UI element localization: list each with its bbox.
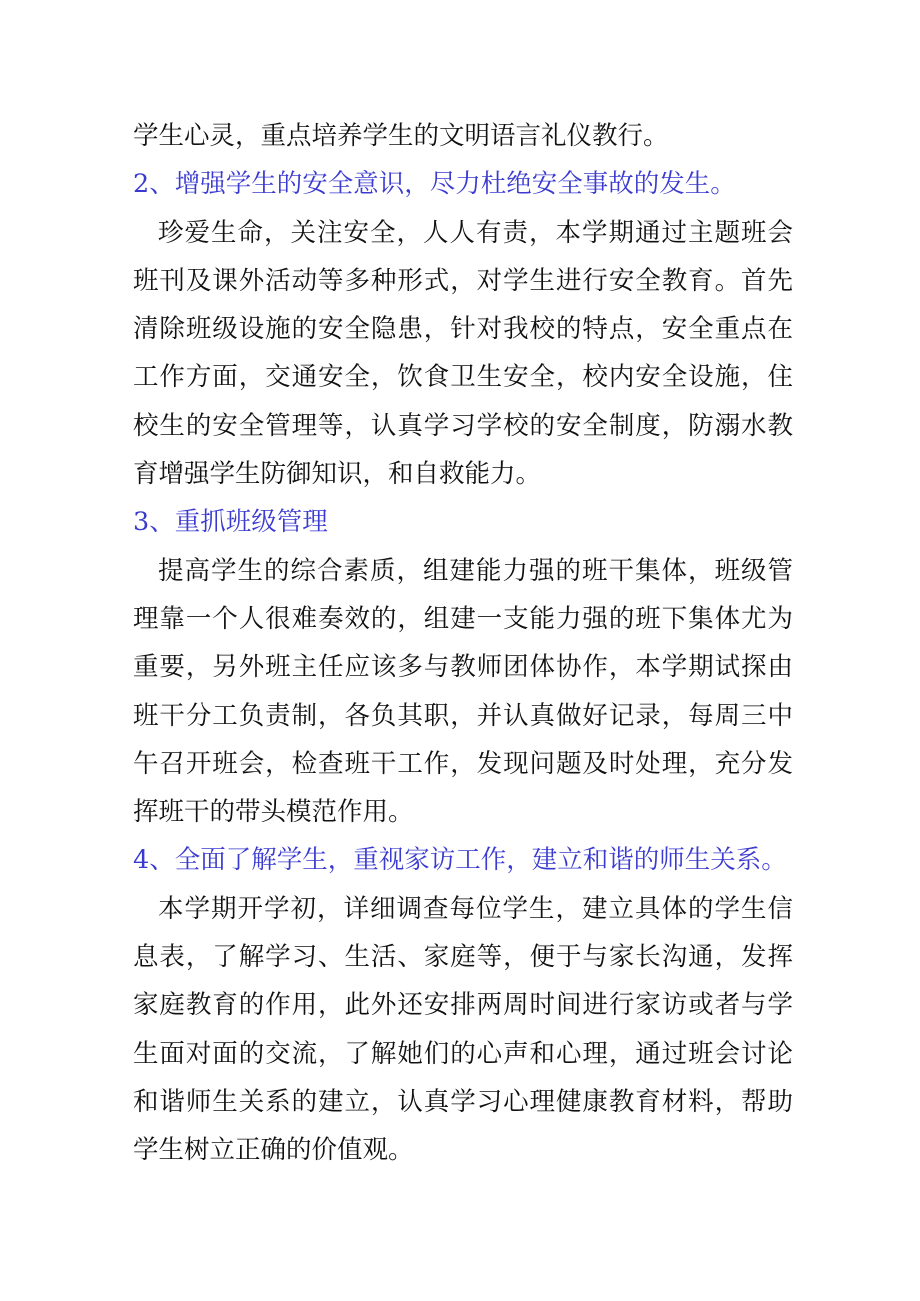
paragraph-home-visits: 本学期开学初，详细调查每位学生，建立具体的学生信息表，了解学习、生活、家庭等，便于与家长沟通，发挥家庭教育的作用，此外还安排两周时间进行家访或者与学生面对面的交流，了解她们的心声和心理，通过班会讨论和谐师生关系的建立，认真学习心理健康教育材料，帮助学生树立正确的价值观。 [133, 893, 793, 1166]
section-heading-3: 3、重抓班级管理 [133, 507, 328, 538]
paragraph-class-management: 提高学生的综合素质，组建能力强的班干集体，班级管理靠一个人很难奏效的，组建一支能力强的班下集体尤为重要，另外班主任应该多与教师团体协作，本学期试探由班干分工负责制，各负其职，并认真做好记录，每周三中午召开班会，检查班干工作，发现问题及时处理，充分发挥班干的带头模范作用。 [133, 555, 793, 828]
section-heading-4: 4、全面了解学生，重视家访工作，建立和谐的师生关系。 [133, 845, 787, 876]
paragraph-continuation: 学生心灵，重点培养学生的文明语言礼仪教行。 [133, 121, 669, 151]
section-heading-2: 2、增强学生的安全意识，尽力杜绝安全事故的发生。 [133, 169, 736, 200]
paragraph-safety: 珍爱生命，关注安全，人人有责，本学期通过主题班会班刊及课外活动等多种形式，对学生进行安全教育。首先清除班级设施的安全隐患，针对我校的特点，安全重点在工作方面，交通安全，饮食卫生安全，校内安全设施，住校生的安全管理等，认真学习学校的安全制度，防溺水教育增强学生防御知识，和自救能力。 [133, 217, 793, 490]
document-body [133, 112, 793, 1175]
